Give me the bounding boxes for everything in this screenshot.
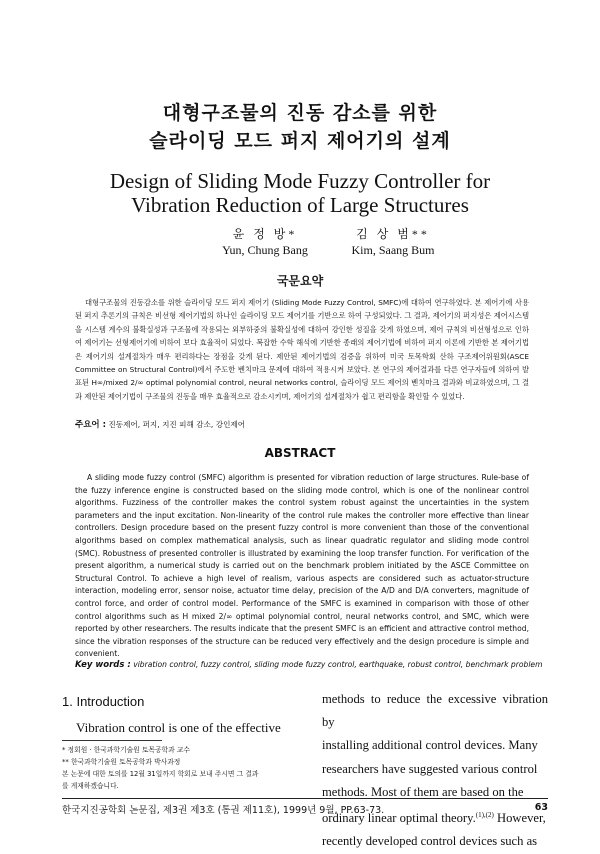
english-keywords-label: Key words :: [75, 660, 131, 670]
journal-citation: 한국지진공학회 논문집, 제3권 제3호 (통권 제11호), 1999년 9월, PP.63-73.: [62, 805, 385, 816]
author-2-name-en: Kim, Saang Bum: [351, 243, 435, 257]
page-number: 63: [534, 802, 548, 813]
introduction-heading: 1. Introduction: [62, 694, 145, 709]
footer-divider: [62, 798, 548, 799]
column-2-line-6: recently developed control devices such as: [322, 834, 538, 849]
author-2: [318, 226, 468, 258]
introduction-column-1: [62, 716, 307, 739]
column-2-line-5-tail: However,: [497, 811, 546, 826]
column-2-line-2: installing additional control devices. Many: [322, 738, 538, 753]
footnote-divider: [62, 740, 162, 741]
english-keywords: [75, 660, 545, 670]
korean-keywords-value: 진동제어, 퍼지, 지진 피해 감소, 강인제어: [108, 420, 246, 429]
korean-keywords: [75, 418, 535, 430]
column-2-line-1: methods to reduce the excessive vibration by: [322, 692, 548, 730]
english-title-line-2: Vibration Reduction of Large Structures: [131, 193, 469, 217]
citation-superscript: (1),(2): [475, 811, 494, 820]
footnote-2: ** 한국과학기술원 토목공학과 박사과정: [62, 758, 181, 766]
english-abstract: [75, 472, 529, 661]
korean-abstract-heading: 국문요약: [276, 274, 324, 288]
footnotes: [62, 744, 307, 792]
footnote-3: 본 논문에 대한 토의를 12월 31일까지 학회로 보내 주시면 그 결과: [62, 770, 259, 778]
korean-title-line-1: 대형구조물의 진동 감소를 위한: [162, 102, 438, 124]
abstract-heading: ABSTRACT: [264, 446, 336, 460]
column-2-line-4: methods. Most of them are based on the: [322, 784, 524, 799]
author-1-name-en: Yun, Chung Bang: [222, 243, 308, 257]
column-2-line-3: researchers have suggested various control: [322, 761, 538, 776]
korean-abstract-body: 대형구조물의 진동감소를 위한 슬라이딩 모드 퍼지 제어기 (Sliding Mode Fuzzy Control, SMFC)에 대하여 연구하였다. 본 제어기에 사용된 퍼지 추론기의 규칙은 비선형 제어기법의 하나인 슬라이딩 모드 제어기를 기반으로 하여 구성되었다. 그 결과, 제어기의 퍼지성은 제어시스템을 시스템 계수의 불확실성과 구조물에 작용되는 외부하중의 불확실성에 대하여 강인한 성질을 갖게 하였으며, 제어 규칙의 비선형성으로 인하여 제어기는 선형제어기에 비하여 보다 효율적이 되었다. 복잡한 수학 해석에 기반한 종래의 제어기법에 비하여 퍼지 이론에 기반한 본 제어기법은 제어기의 설계절차가 매우 편리하다는 장점을 갖게 된다. 제안된 제어기법의 검증을 위하여 미국 토목학회 산하 구조제어위원회(ASCE Committee on Structural Control)에서 주도한 벤치마크 문제에 대하여 적용시켜 보았다. 본 연구의 제어결과를 다른 연구자들에 의하여 발표된 H∞/mixed 2/∞ optimal polynomial control, neural networks control, 슬라이딩 모드 제어의 벤치마크 결과와 비교하였으며, 그 결과 제안된 제어기법이 구조물의 진동을 매우 효율적으로 감소시키며, 제어기의 설계절차가 쉽고 편리함을 확인할 수 있었다.: [75, 298, 529, 401]
author-2-name-kr: 김 상 범**: [356, 227, 430, 241]
english-title-line-1: Design of Sliding Mode Fuzzy Controller for: [109, 169, 491, 193]
introduction-column-2: [322, 688, 548, 854]
footnote-1: * 정회원 · 한국과학기술원 토목공학과 교수: [62, 746, 190, 754]
korean-title-line-2: 슬라이딩 모드 퍼지 제어기의 설계: [149, 130, 451, 152]
english-keywords-value: vibration control, fuzzy control, sliding mode fuzzy control, earthquake, robust control, benchmark problem: [133, 660, 543, 669]
english-abstract-body: A sliding mode fuzzy control (SMFC) algorithm is presented for vibration reduction of large structures. Rule-base of the fuzzy inference engine is constructed based on the sliding mode control, which is one of the nonlinear control algorithms. Fuzziness of the controller makes the control system robust against the uncertainties in the system parameters and the input excitation. Non-linearity of the control rule makes the controller more effective than linear controllers. Design procedure based on the present fuzzy control is more convenient than those of the conventional algorithms based on complex mathematical analysis, such as linear quadratic regulator and sliding mode control (SMC). Robustness of presented controller is illustrated by examining the loop transfer function. For verification of the present algorithm, a numerical study is carried out on the benchmark problem initiated by the ASCE Committee on Structural Control. To achieve a high level of realism, various aspects are considered such as actuator-structure interaction, modeling error, sensor noise, actuator time delay, precision of the A/D and D/A converters, magnitude of control force, and order of control model. Performance of the SMFC is examined in comparison with those of other control algorithms such as H mixed 2/∞ optimal polynomial control, neural networks control, and SMC, which were reported by other researchers. The results indicate that the present SMFC is an efficient and attractive control method, since the vibration responses of the structure can be reduced very effectively and the design procedure is simple and convenient.: [75, 473, 529, 659]
korean-abstract: [75, 296, 529, 403]
korean-keywords-label: 주요어 :: [75, 420, 106, 430]
page-footer: [62, 802, 548, 816]
column-2-line-5-text: ordinary linear optimal theory.: [322, 811, 476, 826]
introduction-first-line: Vibration control is one of the effective: [76, 720, 281, 735]
footnote-4: 를 게재하겠습니다.: [62, 782, 119, 790]
author-1-name-kr: 윤 정 방*: [232, 227, 298, 241]
